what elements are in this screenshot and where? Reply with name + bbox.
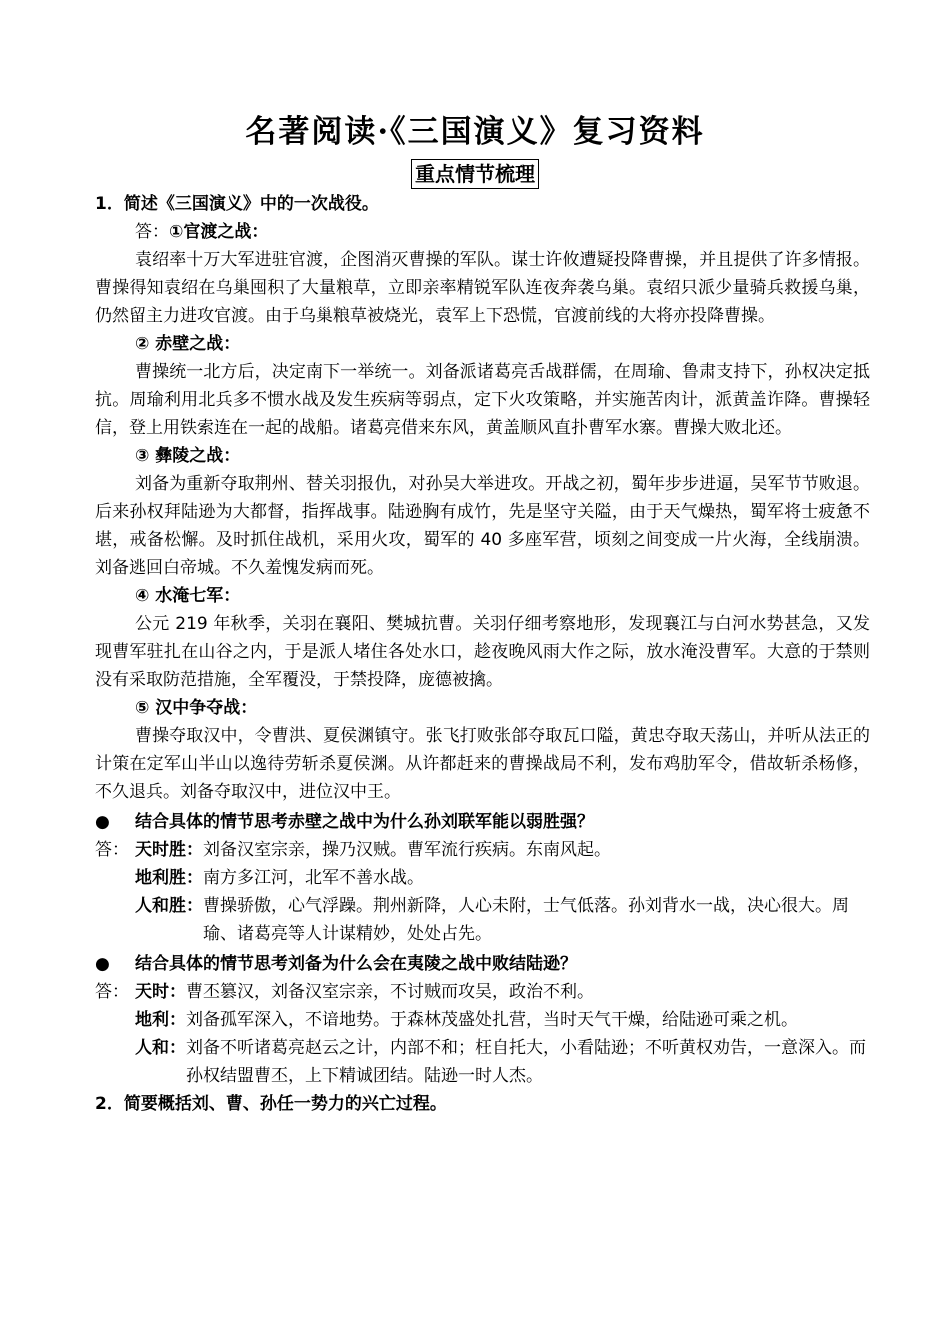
answer-prefix: 答： xyxy=(95,840,129,860)
battle-5-text: 曹操夺取汉中，令曹洪、夏侯渊镇守。张飞打败张郃夺取瓦口隘，黄忠夺取天荡山，并听从法正的计策在定军山半山以逸待劳斩杀夏侯渊。从许都赶来的曹操战局不利，发布鸡肋军令，借故斩杀杨修，不久退兵。刘备夺取汉中，进位汉中王。 xyxy=(95,726,870,802)
yiling-answer-row-2 xyxy=(95,1006,870,1034)
chibi-answer-row-2 xyxy=(95,864,870,892)
bullet-question-yiling xyxy=(95,950,870,978)
chibi-answer-row-3 xyxy=(95,892,870,948)
battle-4-text: 公元 219 年秋季，关羽在襄阳、樊城抗曹。关羽仔细考察地形，发现襄江与白河水势甚急，又发现曹军驻扎在山谷之内，于是派人堵住各处水口，趁夜晚风雨大作之际，放水淹没曹军。大意的于禁则没有采取防范措施，全军覆没，于禁投降，庞德被擒。 xyxy=(95,614,870,690)
bullet-question-text: 结合具体的情节思考赤壁之战中为什么孙刘联军能以弱胜强？ xyxy=(135,812,594,832)
answer-label: 地利胜： xyxy=(135,868,203,888)
question-2: 2．简要概括刘、曹、孙任一势力的兴亡过程。 xyxy=(95,1094,447,1114)
page-title: 名著阅读·《三国演义》复习资料 xyxy=(245,114,705,150)
bullet-question-text: 结合具体的情节思考刘备为什么会在夷陵之战中败结陆逊？ xyxy=(135,954,577,974)
battle-2-heading xyxy=(95,330,870,358)
answer-text: 曹丕篡汉，刘备汉室宗亲，不讨贼而攻吴，政治不利。 xyxy=(186,982,594,1002)
battle-3-heading xyxy=(95,442,870,470)
battle-5-heading xyxy=(95,694,870,722)
answer-label: 地利： xyxy=(135,1010,186,1030)
answer-label: 人和： xyxy=(135,1038,186,1058)
answer-text: 刘备不听诸葛亮赵云之计，内部不和；枉自托大，小看陆逊；不听黄权劝告，一意深入。而孙权结盟曹丕，上下精诚团结。陆逊一时人杰。 xyxy=(186,1038,866,1086)
battle-1-text: 袁绍率十万大军进驻官渡，企图消灭曹操的军队。谋士许攸遭疑投降曹操，并且提供了许多情报。曹操得知袁绍在乌巢囤积了大量粮草，立即亲率精锐军队连夜奔袭乌巢。袁绍只派少量骑兵救援乌巢，仍然留主力进攻官渡。由于乌巢粮草被烧光，袁军上下恐慌，官渡前线的大将亦投降曹操。 xyxy=(95,250,870,326)
section-subtitle: 重点情节梳理 xyxy=(411,159,539,189)
battle-2-title: ② 赤壁之战： xyxy=(135,334,241,354)
bullet-icon: ● xyxy=(95,954,110,974)
chibi-answer-row-1 xyxy=(95,836,870,864)
battle-4-title: ④ 水淹七军： xyxy=(135,586,241,606)
bullet-icon: ● xyxy=(95,812,110,832)
answer-prefix: 答： xyxy=(95,982,129,1002)
battle-1-heading xyxy=(95,218,870,246)
answer-prefix: 答： xyxy=(135,222,169,242)
answer-label: 天时： xyxy=(135,982,186,1002)
answer-text: 刘备孤军深入，不谙地势。于森林茂盛处扎营，当时天气干燥，给陆逊可乘之机。 xyxy=(186,1010,798,1030)
yiling-answer-row-1 xyxy=(95,978,870,1006)
battle-5-title: ⑤ 汉中争夺战： xyxy=(135,698,258,718)
answer-text: 刘备汉室宗亲，操乃汉贼。曹军流行疾病。东南风起。 xyxy=(203,840,611,860)
battle-3-text: 刘备为重新夺取荆州、替关羽报仇，对孙吴大举进攻。开战之初，蜀年步步进逼，吴军节节败退。后来孙权拜陆逊为大都督，指挥战事。陆逊胸有成竹，先是坚守关隘，由于天气燥热，蜀军将士疲惫不堪，戒备松懈。及时抓住战机，采用火攻，蜀军的 40 多座军营，顷刻之间变成一片火海，全线崩溃。刘备逃回白帝城。不久羞愧发病而死。 xyxy=(95,474,870,578)
document-content xyxy=(95,190,870,1118)
answer-text: 曹操骄傲，心气浮躁。荆州新降，人心未附，士气低落。孙刘背水一战，决心很大。周瑜、诸葛亮等人计谋精妙，处处占先。 xyxy=(203,896,849,944)
answer-text: 南方多江河，北军不善水战。 xyxy=(203,868,424,888)
answer-label: 天时胜： xyxy=(135,840,203,860)
bullet-question-chibi xyxy=(95,808,870,836)
battle-2-text: 曹操统一北方后，决定南下一举统一。刘备派诸葛亮舌战群儒，在周瑜、鲁肃支持下，孙权决定抵抗。周瑜利用北兵多不惯水战及发生疾病等弱点，定下火攻策略，并实施苦肉计，派黄盖诈降。曹操轻信，登上用铁索连在一起的战船。诸葛亮借来东风，黄盖顺风直扑曹军水寨。曹操大败北还。 xyxy=(95,362,870,438)
question-1: 1．简述《三国演义》中的一次战役。 xyxy=(95,194,379,214)
battle-3-title: ③ 彝陵之战： xyxy=(135,446,241,466)
battle-1-title: ①官渡之战： xyxy=(169,222,269,242)
answer-label: 人和胜： xyxy=(135,896,203,916)
subtitle-wrapper xyxy=(0,159,950,189)
battle-4-heading xyxy=(95,582,870,610)
yiling-answer-row-3 xyxy=(95,1034,870,1090)
